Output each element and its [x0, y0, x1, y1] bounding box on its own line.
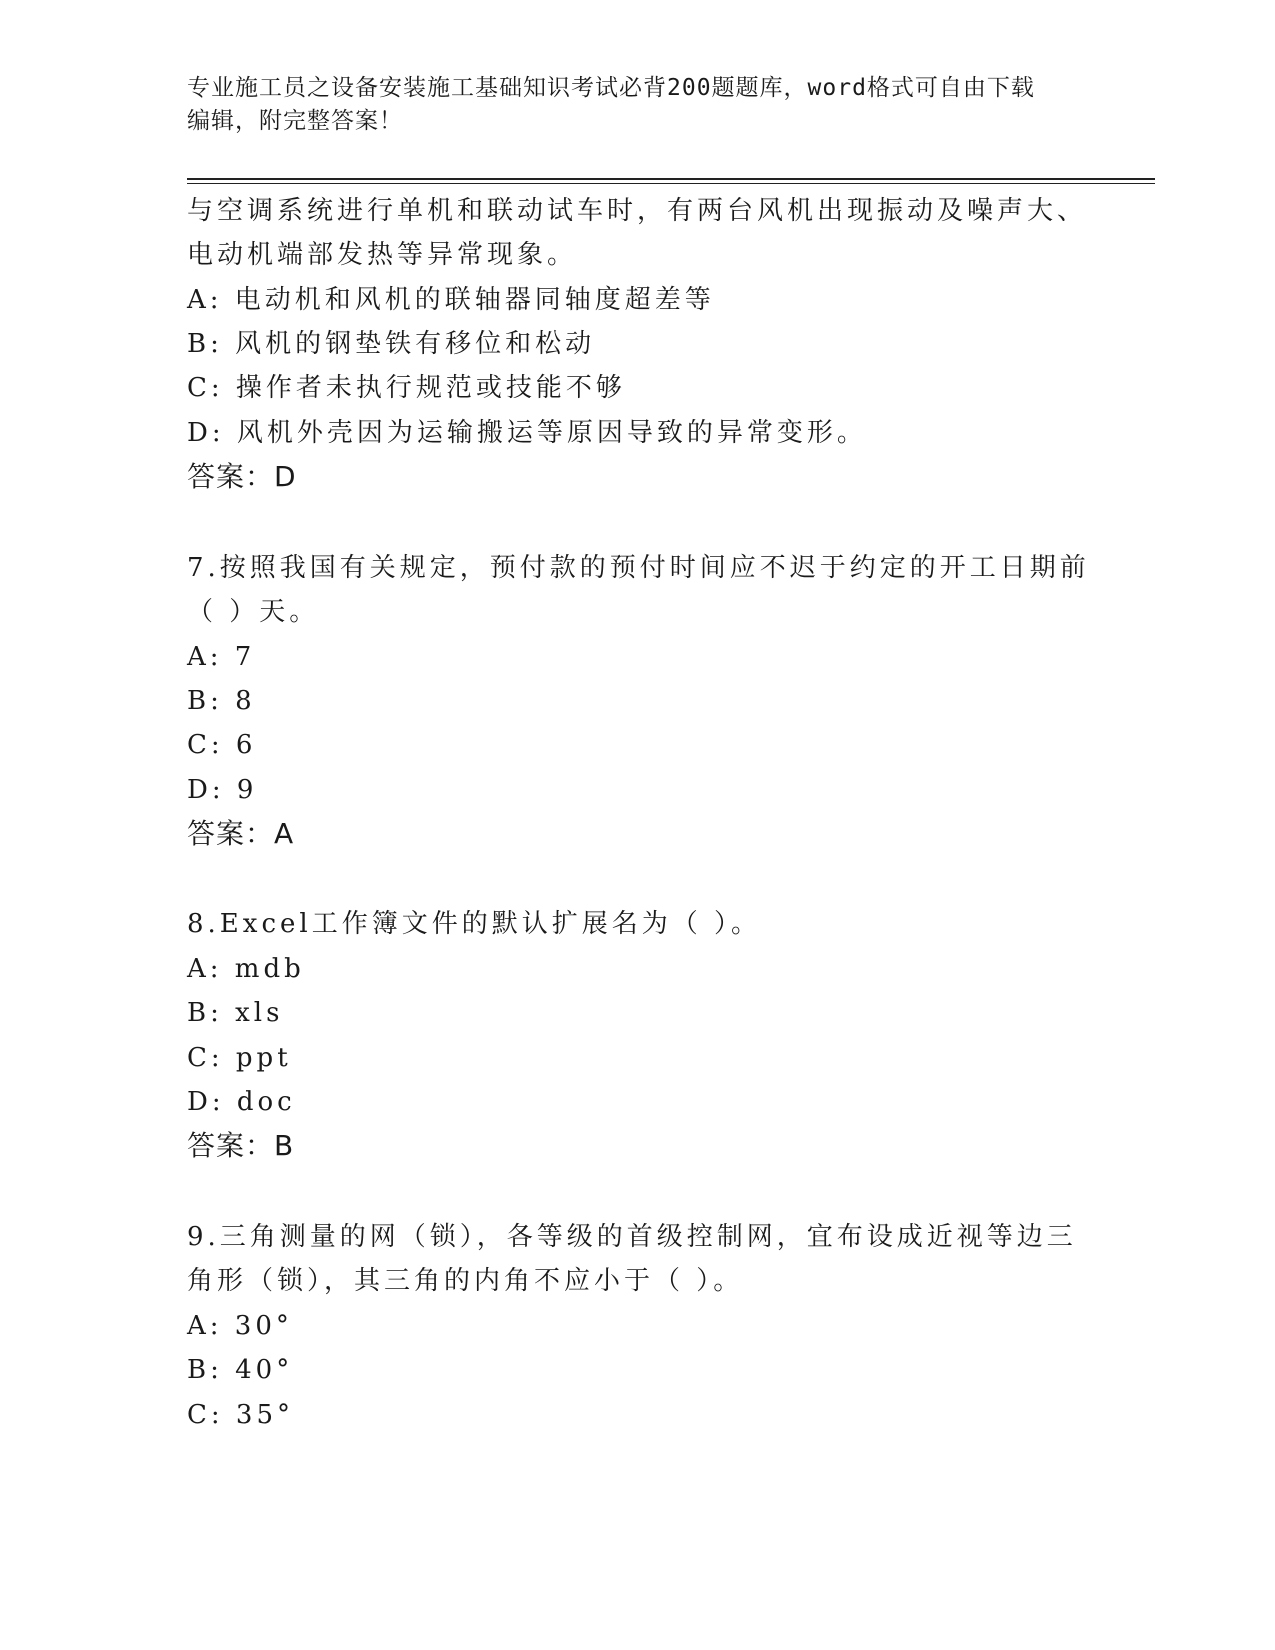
header-divider-thick	[187, 178, 1155, 180]
header-line-2: 编辑，附完整答案！	[187, 108, 403, 134]
q9-stem-line-2: 角形（锁），其三角的内角不应小于（ ）。	[187, 1266, 744, 1296]
q6-answer: 答案：D	[187, 460, 297, 493]
q6-stem-line-2: 电动机端部发热等异常现象。	[187, 240, 578, 270]
q8-option-a: A: mdb	[187, 954, 305, 984]
q9-option-b: B: 40°	[187, 1355, 294, 1385]
q7-stem-line-2: （ ）天。	[187, 597, 320, 627]
q6-stem-line-1: 与空调系统进行单机和联动试车时，有两台风机出现振动及噪声大、	[187, 196, 1088, 226]
q6-option-a: A: 电动机和风机的联轴器同轴度超差等	[187, 285, 715, 315]
q8-option-b: B: xls	[187, 998, 284, 1028]
q8-option-c: C: ppt	[187, 1043, 292, 1073]
q7-answer: 答案：A	[187, 817, 295, 850]
q8-option-d: D: doc	[187, 1087, 296, 1117]
q6-option-b: B: 风机的钢垫铁有移位和松动	[187, 329, 596, 359]
q7-option-b: B: 8	[187, 686, 256, 716]
q7-stem-line-1: 7.按照我国有关规定，预付款的预付时间应不迟于约定的开工日期前	[187, 553, 1090, 583]
q8-answer: 答案：B	[187, 1129, 295, 1162]
q7-option-c: C: 6	[187, 730, 257, 760]
q6-option-c: C: 操作者未执行规范或技能不够	[187, 373, 626, 403]
q9-option-a: A: 30°	[187, 1311, 293, 1341]
q8-stem-line-1: 8.Excel工作簿文件的默认扩展名为（ ）。	[187, 909, 761, 939]
header-line-1: 专业施工员之设备安装施工基础知识考试必背200题题库，word格式可自由下载	[187, 75, 1035, 101]
header-divider-thin	[187, 183, 1155, 184]
q9-stem-line-1: 9.三角测量的网（锁），各等级的首级控制网，宜布设成近视等边三	[187, 1222, 1077, 1252]
q6-option-d: D: 风机外壳因为运输搬运等原因导致的异常变形。	[187, 418, 867, 448]
q7-option-a: A: 7	[187, 642, 256, 672]
q9-option-c: C: 35°	[187, 1400, 295, 1430]
q7-option-d: D: 9	[187, 775, 258, 805]
document-header	[187, 72, 1087, 138]
